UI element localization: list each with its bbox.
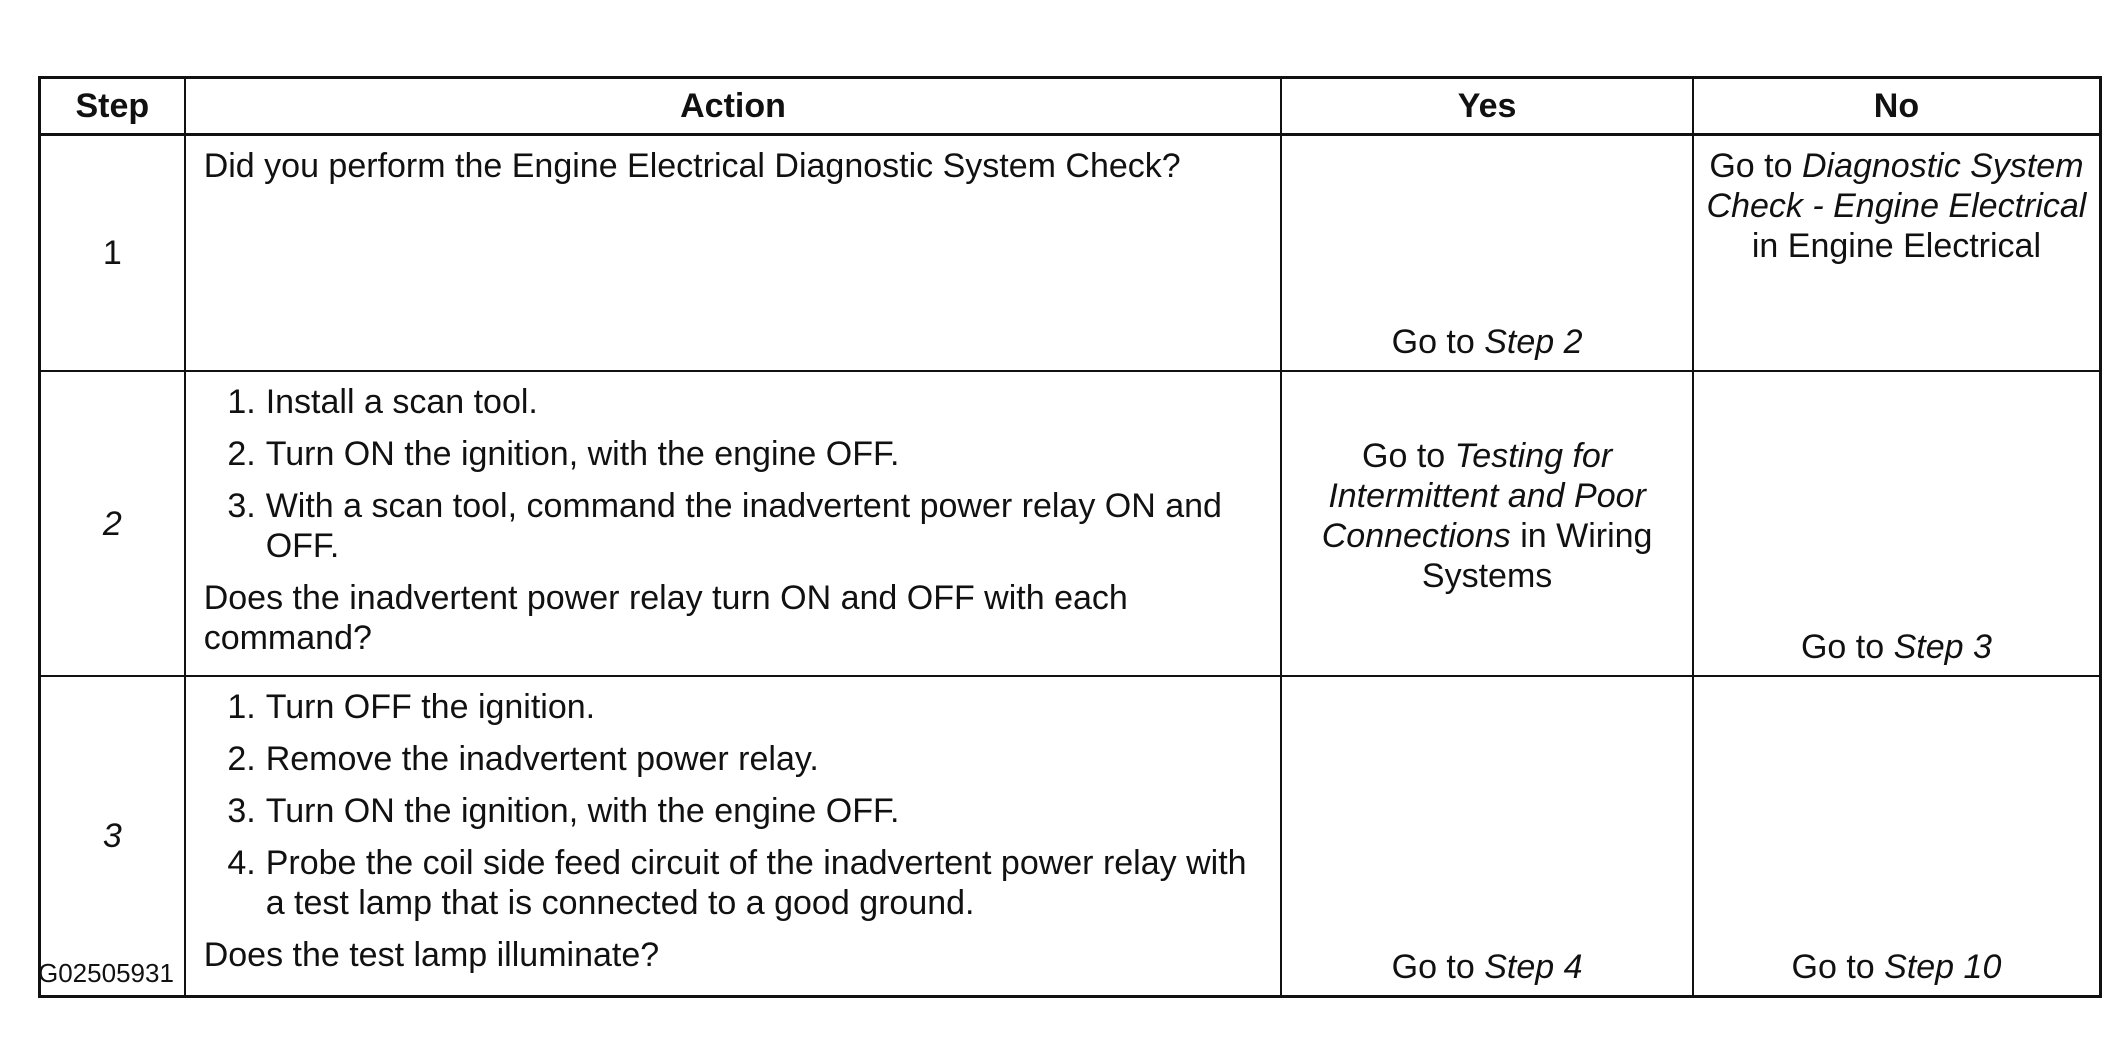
yes-prefix: Go to xyxy=(1391,323,1485,361)
table-header-row xyxy=(40,78,2101,135)
no-cell xyxy=(1693,676,2101,997)
step-number: 3 xyxy=(40,676,185,997)
yes-cell xyxy=(1281,371,1693,676)
no-prefix: Go to xyxy=(1709,147,1802,185)
no-cell xyxy=(1693,135,2101,372)
action-question: Does the test lamp illuminate? xyxy=(203,936,660,974)
figure-id: G02505931 xyxy=(38,958,174,988)
no-result[interactable] xyxy=(1694,947,2099,987)
action-question: Does the inadvertent power relay turn ON and OFF with each command? xyxy=(203,579,1128,657)
header-yes: Yes xyxy=(1281,78,1693,135)
table-row xyxy=(40,135,2101,372)
yes-result[interactable] xyxy=(1282,947,1692,987)
header-step: Step xyxy=(40,78,185,135)
table-row xyxy=(40,371,2101,676)
action-cell xyxy=(185,676,1282,997)
yes-link[interactable]: Step 4 xyxy=(1484,948,1583,986)
list-item: 2. Turn ON the ignition, with the engine OFF. xyxy=(227,435,900,473)
yes-cell xyxy=(1281,676,1693,997)
no-suffix: in Engine Electrical xyxy=(1751,227,2042,265)
no-link[interactable]: Step 3 xyxy=(1893,628,1992,666)
yes-prefix: Go to xyxy=(1362,436,1455,475)
action-steps xyxy=(204,382,1265,566)
list-item: 4. Probe the coil side feed circuit of the inadvertent power relay with a test lamp that is connected to a good ground. xyxy=(227,844,1247,922)
no-link[interactable]: Diagnostic System Check - Engine Electrical xyxy=(1706,147,2087,225)
action-question: Did you perform the Engine Electrical Diagnostic System Check? xyxy=(203,147,1181,185)
yes-result[interactable] xyxy=(1282,322,1692,362)
yes-link[interactable]: Testing for Intermittent and Poor Connections xyxy=(1321,436,1646,555)
list-item: 3. With a scan tool, command the inadvertent power relay ON and OFF. xyxy=(227,487,1222,565)
action-steps xyxy=(204,687,1265,923)
no-prefix: Go to xyxy=(1800,628,1894,666)
list-item: 2. Remove the inadvertent power relay. xyxy=(227,740,819,778)
no-result[interactable] xyxy=(1694,627,2099,667)
yes-cell xyxy=(1281,135,1693,372)
list-item: 1. Install a scan tool. xyxy=(227,383,538,421)
action-cell xyxy=(185,371,1282,676)
action-cell xyxy=(185,135,1282,372)
no-prefix: Go to xyxy=(1791,948,1885,986)
header-action: Action xyxy=(185,78,1282,135)
diagnostic-table xyxy=(38,76,2102,998)
no-cell xyxy=(1693,371,2101,676)
header-no: No xyxy=(1693,78,2101,135)
list-item: 3. Turn ON the ignition, with the engine OFF. xyxy=(227,792,900,830)
no-link[interactable]: Step 10 xyxy=(1884,948,2002,986)
step-number: 1 xyxy=(40,135,185,372)
yes-link[interactable]: Step 2 xyxy=(1484,323,1583,361)
no-result[interactable] xyxy=(1700,136,2093,266)
yes-result[interactable] xyxy=(1282,436,1692,596)
yes-suffix: in Wiring Systems xyxy=(1421,516,1653,595)
step-number: 2 xyxy=(40,371,185,676)
yes-prefix: Go to xyxy=(1391,948,1485,986)
table-row xyxy=(40,676,2101,997)
list-item: 1. Turn OFF the ignition. xyxy=(227,688,596,726)
